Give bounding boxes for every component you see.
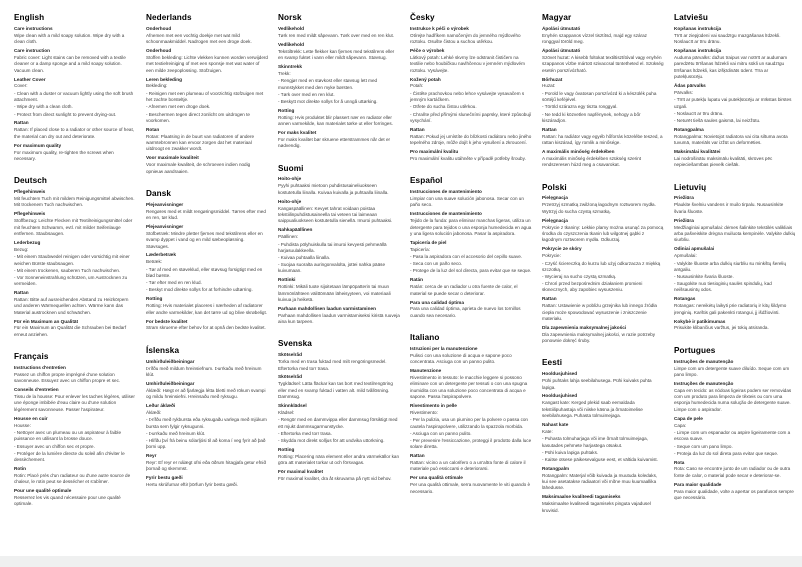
bullet-item: - Neturēt tiešā saules gaismā, lai neizžūtu. <box>674 117 761 123</box>
paragraph: Ratán: cerca de un radiador u otra fuente de calor, el material se puede secar o deteriorar. <box>410 284 518 296</box>
paragraph: Kangaspäällinen: Kevyet tahrat voidaan poistaa tekstiilinpuhdistusaineella tai veteen tai laimeaan saippualiuokseen kostutetulla sienellä. Imuroi puhtaaksi. <box>278 205 393 224</box>
section-heading: Conseils d'entretien <box>14 387 59 393</box>
bullet-item: - Tīrīt ar putekļu lupatu vai putekļsūcēju ar mīkstas birstes uzgali. <box>674 97 792 109</box>
section-heading: Onderhoud <box>146 25 172 31</box>
paragraph: Parhaan mahdollisen laadun varmistamiseksi kiristä ruuveja aina kun tarpeen. <box>278 312 400 325</box>
section-heading: Rotangpalm <box>542 465 570 471</box>
language-block-eesti <box>542 358 664 514</box>
section-heading: Skinnklädsel <box>278 402 307 408</box>
paragraph: Plaukite švelniu vandens ir muilo tirpalu. Nusausinkite švaria šluoste. <box>674 202 784 214</box>
paragraph: Cover: <box>14 83 28 89</box>
bullet-item: - Pühi kuiva lapiga puhtaks. <box>542 449 599 455</box>
bullet-item: - Seque com um pano limpo. <box>674 443 733 449</box>
bullet-item: - Protege de la luz del sol directa, para evitar que se seque. <box>410 268 532 274</box>
paragraph: Betræk: <box>146 259 163 265</box>
language-title: Svenska <box>278 339 312 349</box>
bullet-item: - Chraňte před přímými slunečními paprsky, které způsobují vysychání. <box>410 111 532 123</box>
paragraph: For maks kvalitet bør skruene etterstrammes når det er nødvendig. <box>278 136 391 149</box>
section-heading: Ápolási útmutató <box>542 48 581 54</box>
language-block-nederlands <box>146 13 268 175</box>
bullet-item: - Mit einem trockenen, sauberen Tuch nachwischen. <box>14 267 121 273</box>
paragraph: Pyyhi puhtaaksi mietoon puhdistusaineliuokseen kostutetulla liinalla. Kuivaa kuivalla ja puhtaalla liinalla. <box>278 183 389 195</box>
section-heading: Rattan <box>14 290 29 296</box>
paragraph: Pokrycie z tkaniny: Lekkie plamy można usunąć za pomocą środka do czyszczenia tkanin lub wilgotnej gąbki z łagodnym roztworem mydła. Odkurzaj. <box>542 224 664 243</box>
language-block-cesky <box>410 13 532 162</box>
paragraph: Päällinen: <box>278 234 299 240</box>
section-heading: Nahast kate <box>542 421 569 427</box>
section-heading: Kopšanas instrukcija <box>674 25 722 31</box>
bullet-item: - Þurrkaðu með hreinum klút. <box>146 430 206 436</box>
section-heading: Lederbezug <box>14 239 41 245</box>
bullet-item: - Puhdista pölyhuiskulla tai imuroi kevyesti pehmeällä harjasuulakkeella. <box>278 241 387 253</box>
paragraph: Rattan: ha radiátor vagy egyéb hőforrás közelébe teszed, a rattan kiszárad, így romlik a minősége. <box>542 133 663 146</box>
paragraph: Hertu skrúfurnar eftir þörfum fyrir bestu gæði. <box>146 482 238 488</box>
section-heading: Para maior qualidade <box>674 481 722 487</box>
bullet-item: - Limpe com um espanador ou aspire ligeiramente com a escova suave. <box>674 430 791 442</box>
paragraph: Maksimaalse kvaliteedi tagamiseks pinguta vajadusel kruvisid. <box>542 501 651 513</box>
paragraph: Trekk: <box>278 70 291 76</box>
text-column-1 <box>14 13 136 528</box>
bullet-item: - Beskytt mot direkte sollys for å unngå uttørking. <box>278 98 378 104</box>
paragraph: Tissu de la housse: Pour enlever les taches légères, utiliser une éponge imbibée d'eau claire ou d'une solution légèrement savonneuse. Passer l'aspirateur. <box>14 394 135 412</box>
section-heading: Priežiūra <box>674 195 694 201</box>
paragraph: Pokrycie: <box>542 253 561 258</box>
paragraph: Rivestimento in tessuto: le macchie leggere si possono eliminare con un detergente per tessuti o con una spugna inumidita con una soluzione poco concentrata di acqua e sapone. Passa l'aspirapolvere. <box>410 375 528 400</box>
section-heading: Pro maximální kvalitu <box>410 148 459 154</box>
section-heading: Instruções de manutenção <box>674 380 734 386</box>
section-heading: Rattan <box>410 126 425 132</box>
paragraph: Przetrzyj szmatką zwilżoną łagodnym roztworem mydła. Wytrzyj do sucha czystą szmatką. <box>542 202 656 214</box>
section-heading: Ápolási útmutató <box>542 25 581 31</box>
paragraph: Torka med en trasa fuktad med milt rengöringsmedel. Eftertorka med torr trasa. <box>278 359 387 371</box>
paragraph: For maximum quality, re-tighten the screws when necessary. <box>14 149 114 161</box>
paragraph: Stram skruerne efter behov for at opnå den bedste kvalitet. <box>146 325 266 331</box>
paragraph: Kate: <box>542 428 553 434</box>
page-bottom-edge <box>0 556 802 567</box>
paragraph: Tīrīt ar ziepjūdeni vai saudzīgu mazgāšanas līdzekli. Noslaucīt ar tīru drānu. <box>674 32 781 45</box>
language-title: Italiano <box>410 333 440 343</box>
section-heading: Maksimaalse kvaliteedi tagamiseks <box>542 494 621 500</box>
section-heading: Instructions d'entretien <box>14 364 66 370</box>
bullet-item: - Reinigen met een plumeau of voorzichtig stofzuigen met het zachte borsteltje. <box>146 90 264 103</box>
paragraph: Medžiaginiai apmušalai: dėmes šalinkite tekstilės valikliais arba pašveiskite drėgna muiluota kempinėle. Valykite dulkių siurbliu. <box>674 224 796 243</box>
bullet-item: - Töröld szárazra egy tiszta ronggyal. <box>542 104 618 110</box>
paragraph: Rattan: Bitte auf ausreichenden Abstand zu Heizkörpern und anderen Wärmequellen achten. Wärme kann das Material austrocknen und schwächen. <box>14 296 129 315</box>
paragraph: Klädsel: <box>278 409 295 415</box>
bullet-item: - Porold le vagy óvatosan porszívózd ki a készülék puha sörtéjű keféjével. <box>542 90 657 103</box>
section-heading: Skötselråd <box>278 374 302 380</box>
bullet-item: - Skydda mot direkt solljus för att undvika uttorkning. <box>278 437 385 443</box>
paragraph: Szövet huzat: A kisebb foltokat textiltisztítóval vagy enyhén szappanos vízbe mártott szivaccsal tüntetheted el. Szükség esetén porszívózható. <box>542 54 664 73</box>
bullet-item: - Wipe dry with a clean cloth. <box>14 104 73 110</box>
section-heading: Per una qualità ottimale <box>410 475 463 481</box>
language-title: Norsk <box>278 13 302 22</box>
section-heading: Ratán <box>410 277 424 283</box>
section-heading: Læderbetræk <box>146 252 176 258</box>
paragraph: Kangast kate: Kerged plekid saab eemaldada tekstiilipuhastaja või niiske käsna ja õrnatoimelise seebilahusega. Puhasta tolmuimejaga. <box>542 400 643 419</box>
section-heading: Rivestimento in pelle <box>410 402 457 408</box>
language-block-italiano <box>410 333 532 495</box>
paragraph: Rivestimento: <box>410 409 438 415</box>
section-heading: Kokybė ir patikimumas <box>674 318 726 324</box>
section-heading: Pour une qualité optimale <box>14 488 72 494</box>
section-heading: Plejeanvisninger <box>146 223 184 229</box>
paragraph: Þrífðu með mildum hreinsiefnum. Þurrkaðu með hreinum klút. <box>146 365 262 377</box>
language-block-dansk <box>146 189 268 332</box>
bullet-item: - Tør efter med en ren klud. <box>146 280 202 286</box>
paragraph: Rotangas: nereikėtų laikyti prie radiatorių ir kitų šildymo įrenginių. Karštis gali pakenkti rotangui, jį išdžiovinti. <box>674 303 787 315</box>
section-heading: Plejeanvisninger <box>146 201 184 207</box>
bullet-item: - Afnemen met een droge doek. <box>146 104 211 110</box>
bullet-item: - Valykite šluoste arba dulkių siurbliu su minkštų šerelių antgaliu. <box>674 260 786 272</box>
language-title: Portugues <box>674 345 716 355</box>
paragraph: Rotan: Plaatsing in de buurt van radiatoren of andere warmtebronnen kan ervoor zorgen dat het materiaal uitdroogt en zwakker wordt. <box>146 133 255 152</box>
bullet-item: - Beschermen tegen direct zonlicht om uitdrogen te voorkomen. <box>146 111 250 123</box>
bullet-item: - Čistěte prachovkou nebo lehce vysávejte vysavačem s jemným kartáčkem. <box>410 90 525 103</box>
section-heading: Odiniai apmušalai <box>674 246 715 252</box>
section-heading: Instrukce k péči o výrobek <box>410 25 469 31</box>
section-heading: Care instruction <box>14 48 50 54</box>
paragraph: Stoffbezug: Leichte Flecken mit Textilreinigungsmittel oder mit feuchtem Schwamm, evtl. mit milder Seifenlauge entfernen. Staubsaugen. <box>14 218 133 236</box>
text-column-2 <box>146 13 268 528</box>
language-title: Eesti <box>542 358 563 368</box>
section-heading: Rotting <box>278 446 295 452</box>
section-heading: Tapicería de piel <box>410 239 447 245</box>
section-heading: Rottinki <box>278 277 296 283</box>
section-heading: Rotan <box>146 126 160 132</box>
bullet-item: - Kuivaa puhtaalla liinalla. <box>278 254 331 260</box>
paragraph: Auduma pārvalks: dažus traipus var notīrīt ar audumam paredzētu tīrīšanas līdzekli vai mitru sūkli un saudzīgu tīrīšanas līdzekli, kas izšķīdināts ūdenī. Tīra ar putekļusūcēju. <box>674 54 788 79</box>
section-heading: Hooldusjuhised <box>542 393 578 399</box>
section-heading: Para una calidad óptima <box>410 299 464 305</box>
paragraph: Reyr: Ef reyr er nálægt ofni eða öðrum hitagjafa getur efnið þornað og skemmst. <box>146 460 267 472</box>
language-title: Lietuvių <box>674 182 707 192</box>
section-heading: Housse en cuir <box>14 415 48 421</box>
language-block-suomi <box>278 164 400 326</box>
section-heading: Capa de pele <box>674 415 703 421</box>
paragraph: Rotangpalm: Materjal võib kuivada ja muutuda koledaks, kui see asetatakse radiaatori või mõne muu kuumaallika lähedusse. <box>542 472 658 491</box>
paragraph: Rotangpalma: Novietojot radiatora vai cita siltuma avota tuvumā, materiāls var izžūt un deformēties. <box>674 133 788 146</box>
section-heading: Instrucciones de mantenimiento <box>410 189 482 195</box>
section-heading: Vedlikehold <box>278 41 305 47</box>
bullet-item: - Vor Sonneneinstrahlung schützen, um Austrocknen zu vermeiden. <box>14 274 128 287</box>
text-column-3 <box>278 13 400 528</box>
section-heading: Instrucciones de mantenimiento <box>410 211 482 217</box>
section-heading: Rattan <box>410 453 425 459</box>
text-column-5 <box>542 13 664 528</box>
paragraph: Fabric cover: Light stains can be removed with a textile cleaner or a damp sponge and a mild soapy solution. Vacuum clean. <box>14 54 126 73</box>
paragraph: Wipe clean with a mild soapy solution. Wipe dry with a clean cloth. <box>14 32 125 45</box>
section-heading: Leren bekleding <box>146 76 182 82</box>
paragraph: Pārvalks: <box>674 89 693 95</box>
paragraph: Capa: <box>674 422 687 428</box>
section-heading: For bedste kvalitet <box>146 318 188 324</box>
section-heading: Vedlikehold <box>278 25 305 31</box>
section-heading: Pflegehinweis <box>14 211 46 217</box>
language-block-islenska <box>146 346 268 489</box>
language-block-norsk <box>278 13 400 150</box>
paragraph: Lai nodrošinātu maksimālu kvalitāti, skrūves pēc nepieciešamības pievelk ciešāk. <box>674 155 773 168</box>
section-heading: Parhaan mahdollisen laadun varmistaminen <box>278 305 376 311</box>
section-heading: Péče o výrobek <box>410 48 445 54</box>
paragraph: Pro maximální kvalitu utáhněte v případě potřeby šrouby. <box>410 155 526 161</box>
paragraph: Rattan: Pokud jej umístíte do blízkosti radiátoru nebo jiného tepelného zdroje, může dojít k jeho vysušení a zkroucení. <box>410 133 532 146</box>
section-heading: Skinntrekk <box>278 63 302 69</box>
section-heading: Reyr <box>146 453 157 459</box>
paragraph: Pühi puhtaks lahja seebilahusega. Pühi kuivaks puhta lapiga. <box>542 378 652 390</box>
paragraph: Áklæði: <box>146 409 162 415</box>
bullet-item: - Pasa la aspiradora con el accesorio del cepillo suave. <box>410 254 523 260</box>
text-column-4 <box>410 13 532 528</box>
paragraph: A maximális minőség érdekében szükség szerint rendszeresen húzd meg a csavarokat. <box>542 155 642 168</box>
bullet-item: - Asciuga con un panno pulito. <box>410 430 472 436</box>
bullet-item: - Nusausinkite švaria šluoste. <box>674 273 734 279</box>
language-title: Polski <box>542 182 567 192</box>
section-heading: Rotangpalma <box>674 126 704 132</box>
language-block-svenska <box>278 339 400 482</box>
text-column-6 <box>674 13 796 528</box>
language-title: Íslenska <box>146 345 180 355</box>
paragraph: Tørk ren med mildt såpevann. Tørk over med en ren klut. <box>278 32 395 38</box>
language-block-polski <box>542 183 664 345</box>
section-heading: Voor maximale kwaliteit <box>146 155 199 161</box>
section-heading: Rattan <box>14 120 29 126</box>
section-heading: Fyrir bestu gæði <box>146 475 183 481</box>
bullet-item: - Chroń przed bezpośrednim działaniem promieni słonecznych, aby zapobiec wysuszeniu. <box>542 281 643 293</box>
section-heading: Rattan <box>542 126 557 132</box>
paragraph: Per una qualità ottimale, serra nuovamente le viti quando è necessario. <box>410 482 531 494</box>
language-title: Suomi <box>278 163 304 173</box>
bullet-item: - Wycieraj na sucho czystą szmatką. <box>542 273 617 279</box>
bullet-item: - Beskyt mod direkte sollys for at forhindre udtørring. <box>146 287 253 293</box>
section-heading: Pflegehinweis <box>14 189 46 195</box>
language-title: Magyar <box>542 13 572 22</box>
paragraph: Rotin: Placé près d'un radiateur ou d'une autre source de chaleur, le rotin peut se dessécher et s'abîmer. <box>14 472 131 485</box>
bullet-item: - Rengjør med en støvkost eller støvsug lett med munnstykket med den myke børsten. <box>278 78 378 90</box>
section-heading: Instruções de manutenção <box>674 358 734 364</box>
paragraph: Para maior qualidade, volte a apertar os parafusos sempre que necessário. <box>674 488 794 500</box>
section-heading: Priežiūra <box>674 217 694 223</box>
section-heading: Rotangas <box>674 296 696 302</box>
language-title: Nederlands <box>146 13 192 22</box>
language-block-latviesu <box>674 13 796 169</box>
paragraph: Tejido de la funda: para eliminar manchas ligeras, utiliza un detergente para tejidos o una esponja humedecida en agua y una ligera solución jabonosa. Pasar la aspiradora. <box>410 218 532 236</box>
language-title: Latviešu <box>674 13 709 22</box>
bullet-item: - Suojaa suoralta auringonvalolta, jottei nahka pääse kuivumaan. <box>278 262 386 274</box>
paragraph: Rotting: Placering nära element eller andra värmekällor kan göra att materialet torkar ut och försvagas. <box>278 453 400 466</box>
language-title: Español <box>410 176 443 186</box>
paragraph: Afnemen met een vochtig doekje met wat mild schoonmaakmiddel. Nadrogen met een droge doek. <box>146 32 252 45</box>
paragraph: Potah: <box>410 83 424 89</box>
section-heading: Umhirðuleiðbeiningar <box>146 358 195 364</box>
section-heading: Onderhoud <box>146 48 172 54</box>
paragraph: Für ein Maximum an Qualität die Schrauben bei Bedarf erneut anziehen. <box>14 325 127 337</box>
bullet-item: - Noslaucīt ar tīru drānu. <box>674 110 724 116</box>
paragraph: Enyhén szappanos vízzel tisztítsd, majd egy száraz ronggyal töröld meg. <box>542 32 647 45</box>
section-heading: Hooldusjuhised <box>542 371 578 377</box>
paragraph: Rattan: vicino a un calorifero o a un'altra fonte di calore il materiale può essiccarsi e deteriorarsi. <box>410 460 526 472</box>
bullet-item: - Rengör med en dammvippa eller dammsug försiktigt med ett mjukt dammsugarmunstycke. <box>278 417 398 429</box>
bullet-item: - Proteja da luz do sol direta para evitar que seque. <box>674 450 779 456</box>
paragraph: Áklæði: Hægt er að fjarlægja létta bletti með rökum svampi og mildu hreinsiefni. Hreinsaðu með ryksugu. <box>146 387 266 400</box>
section-heading: Nahkapäällinen <box>278 227 313 233</box>
section-heading: Rotin <box>14 465 26 471</box>
section-heading: Pielęgnacja <box>542 217 568 223</box>
section-heading: Care instructions <box>14 25 53 31</box>
paragraph: Rota: Caso se encontre junto de um radiador ou de outra fonte de calor, o material pode secar e deteriorar-se. <box>674 466 791 478</box>
paragraph: Voor maximale kwaliteit, de schroeven indien nodig opnieuw aandraaien. <box>146 162 251 174</box>
bullet-item: - Kaitse otsese päikesevalguse eest, et vältida kuivamist. <box>542 456 658 462</box>
section-heading: Leður áklæði <box>146 402 176 408</box>
language-title: English <box>14 13 45 22</box>
paragraph: Bekleding: <box>146 83 168 89</box>
section-heading: Hoito-ohje <box>278 176 302 182</box>
paragraph: Housse: <box>14 422 31 428</box>
bullet-item: - Tør af med en støveklud, eller støvsug forsigtigt med en blød børste. <box>146 266 263 279</box>
section-heading: Kožený potah <box>410 76 441 82</box>
language-title: Česky <box>410 13 435 22</box>
paragraph: Para una calidad óptima, aprieta de nuevo los tornillos cuando sea necesario. <box>410 306 521 318</box>
bullet-item: - Protect from direct sunlight to prevent drying-out. <box>14 111 117 117</box>
section-heading: Leather Cover <box>14 76 46 82</box>
language-title: Français <box>14 352 49 362</box>
paragraph: Tygklädsel: Lätta fläckar kan tas bort med textilrengöring eller med en svamp fuktad i vatten alt. mild tvållösning. Dammsug. <box>278 381 393 400</box>
paragraph: Pulisci con una soluzione di acqua e sapone poco concentrata. Asciuga con un panno pulito. <box>410 352 512 365</box>
paragraph: Capa em tecido: as nódoas ligeiras podem ser removidas com um produto para limpeza de têxteis ou com uma esponja humedecida numa solução de detergente suave. Limpe com o aspirador. <box>674 387 792 412</box>
bullet-item: - Otřete do sucha čistou utěrkou. <box>410 104 477 110</box>
section-heading: Dla zapewnienia maksymalnej jakości <box>542 324 627 330</box>
section-heading: For maximum quality <box>14 142 62 148</box>
bullet-item: - Puhasta tolmuharjaga või ime õrnalt tolmuimejaga, kasutades pehmete harjastega otsakut. <box>542 436 648 448</box>
section-heading: Manutenzione <box>410 368 442 374</box>
paragraph: Resserrez les vis quand nécessaire pour une qualité optimale. <box>14 494 121 507</box>
language-block-francais <box>14 352 136 508</box>
section-heading: För maximal kvalitet <box>278 469 324 475</box>
paragraph: Látkový potah: Lehké skvrny lze odstranit čističem na textilie nebo houbičkou navlhčenou v jemném mýdlovém roztoku. Vysávejte. <box>410 54 525 73</box>
paragraph: Passez un chiffon propre imprégné d'une solution savonneuse. Essuyez avec un chiffon propre et sec. <box>14 371 121 384</box>
paragraph: Tapicería: <box>410 246 430 252</box>
section-heading: Kopšanas instrukcija <box>674 48 722 54</box>
language-block-portugues <box>674 346 796 502</box>
bullet-item: - Seca con un paño seco. <box>410 261 463 267</box>
section-heading: Umhirðuleiðbeiningar <box>146 380 195 386</box>
language-block-magyar <box>542 13 664 169</box>
section-heading: Rotting <box>146 296 163 302</box>
bullet-item: - Per prevenire l'essiccazione, proteggi il prodotto dalla luce solare diretta. <box>410 437 532 450</box>
bullet-item: - Ne tedd ki közvetlen napfénynek, nehogy a bőr kiszáradjon. <box>542 111 641 123</box>
section-heading: Maksimālai kvalitātei <box>674 148 721 154</box>
paragraph: Otírejte hadříkem namočeným do jemného mýdlového roztoku. Osušte čistou a suchou utěrkou. <box>410 32 521 45</box>
paragraph: Mit feuchtem Tuch mit mildem Reinigungsmittel abwischen. Mit trockenem Tuch nachwischen. <box>14 196 135 208</box>
paragraph: Rotting: Hvis materialet placeres i nærheden af radiatorer eller andre varmekilder, kan det tørre ud og blive skrøbeligt. <box>146 303 268 315</box>
bullet-item: - Czyść ściereczką do kurzu lub użyj odkurzacza z miękką szczotką. <box>542 260 661 272</box>
paragraph: Rotting: Hvis produktet blir plassert nær en radiator eller annen varmekilde, kan materialet tørke ut eller forringes. <box>278 114 393 127</box>
section-heading: Pielęgnacja <box>542 195 568 201</box>
section-heading: Rota <box>674 459 685 465</box>
section-heading: Bőrhuzat <box>542 76 563 82</box>
section-heading: For maks kvalitet <box>278 129 317 135</box>
bullet-item: - Nettoyer avec un plumeau ou un aspirateur à faible puissance en utilisant la brosse douce. <box>14 430 121 442</box>
bullet-item: - Mit einem Staubwedel reinigen oder vorsichtig mit einer weichen Bürste staubsaugen. <box>14 254 130 266</box>
paragraph: Stoffen bekleding: Lichte vlekken kunnen worden verwijderd met textielreiniging of met een sponsje met wat water of een milde zeepoplossing. Stofzuigen. <box>146 54 268 73</box>
bullet-item: - Per la pulizia, usa un piumino per la polvere o passa con cautela l'aspirapolvere, utilizzando la spazzola morbida. <box>410 417 528 429</box>
section-heading: Ādas pārvalks <box>674 82 706 88</box>
paragraph: Limpe com um detergente suave diluído. Seque com um pano limpo. <box>674 365 790 377</box>
language-block-espanol <box>410 176 532 319</box>
bullet-item: - Hlífðu því frá beinu sólarljósi til að koma í veg fyrir að það þorni upp. <box>146 437 266 450</box>
paragraph: Bezug: <box>14 246 29 252</box>
language-block-lietuviu <box>674 183 796 332</box>
section-heading: Pokrycie ze skóry <box>542 246 582 252</box>
paragraph: Rattan: Ustawienie w pobliżu grzejnika lub innego źródła ciepła może spowodować wysuszenie i zniszczenie materiału. <box>542 303 657 321</box>
paragraph: Rottinki: Mikäli tuote sijoitetaan lämpöpatterin tai muun lämmönlähteen välittömään läheisyyteen, voi materiaali kuivua ja heiketä. <box>278 284 391 302</box>
paragraph: Prisukite klibančius varžtus, jei tokių atsiranda. <box>674 325 769 331</box>
bullet-item: - Þrífðu með rykbursta eða ryksugaðu varlega með mjúkum bursta sem fylgir ryksugunni. <box>146 417 267 429</box>
section-heading: Für ein Maximum an Qualität <box>14 318 79 324</box>
paragraph: Dla zapewnienia maksymalnej jakości, w razie potrzeby ponownie dokręć śruby. <box>542 331 656 344</box>
bullet-item: - Essuyer avec un chiffon sec et propre. <box>14 443 95 449</box>
section-heading: Hoito-ohje <box>278 198 302 204</box>
bullet-item: - Saugokite nuo tiesioginių saulės spindulių, kad neišsausintų odos. <box>674 281 772 293</box>
bullet-item: - Protéger de la lumière directe du soleil afin d'éviter le dessèchement. <box>14 450 125 462</box>
language-title: Dansk <box>146 188 172 198</box>
section-heading: Skötselråd <box>278 352 302 358</box>
language-block-english <box>14 13 136 162</box>
paragraph: Huzat: <box>542 83 556 89</box>
language-title: Deutsch <box>14 176 48 186</box>
paragraph: Apmušalai: <box>674 253 697 258</box>
bullet-item: - Tørk over med en ren klut. <box>278 91 335 97</box>
section-heading: A maximális minőség érdekében <box>542 148 615 154</box>
paragraph: Limpiar con una suave solución jabonosa. Secar con un paño seco. <box>410 196 524 208</box>
language-block-deutsch <box>14 176 136 338</box>
paragraph: Rattan: If placed close to a radiator or other source of heat, the material can dry out and deteriorate. <box>14 127 135 139</box>
bullet-item: - Clean with a duster or vacuum lightly using the soft brush attachment. <box>14 90 134 103</box>
section-heading: Rattan <box>542 296 557 302</box>
bullet-item: - Eftertorka med torr trasa. <box>278 430 332 436</box>
paragraph: För maximal kvalitet, dra åt skruvarna på nytt vid behov. <box>278 475 392 481</box>
paragraph: Rengøres med et mildt rengøringsmiddel. Tørres efter med en ren, tør klud. <box>146 208 266 221</box>
paragraph: Stofbetræk: Mindre pletter fjernes med tekstilrens eller en svamp dyppet i vand og en mild sæbeopløsning. Støvsuges. <box>146 230 263 249</box>
section-heading: Istruzioni per la manutenzione <box>410 346 478 351</box>
paragraph: Tekstiltrekk: Lette flekker kan fjernes med tekstilrens eller en svamp fuktet i vann eller mildt såpevann. Støvsug. <box>278 48 395 60</box>
section-heading: Rotting <box>278 107 295 113</box>
